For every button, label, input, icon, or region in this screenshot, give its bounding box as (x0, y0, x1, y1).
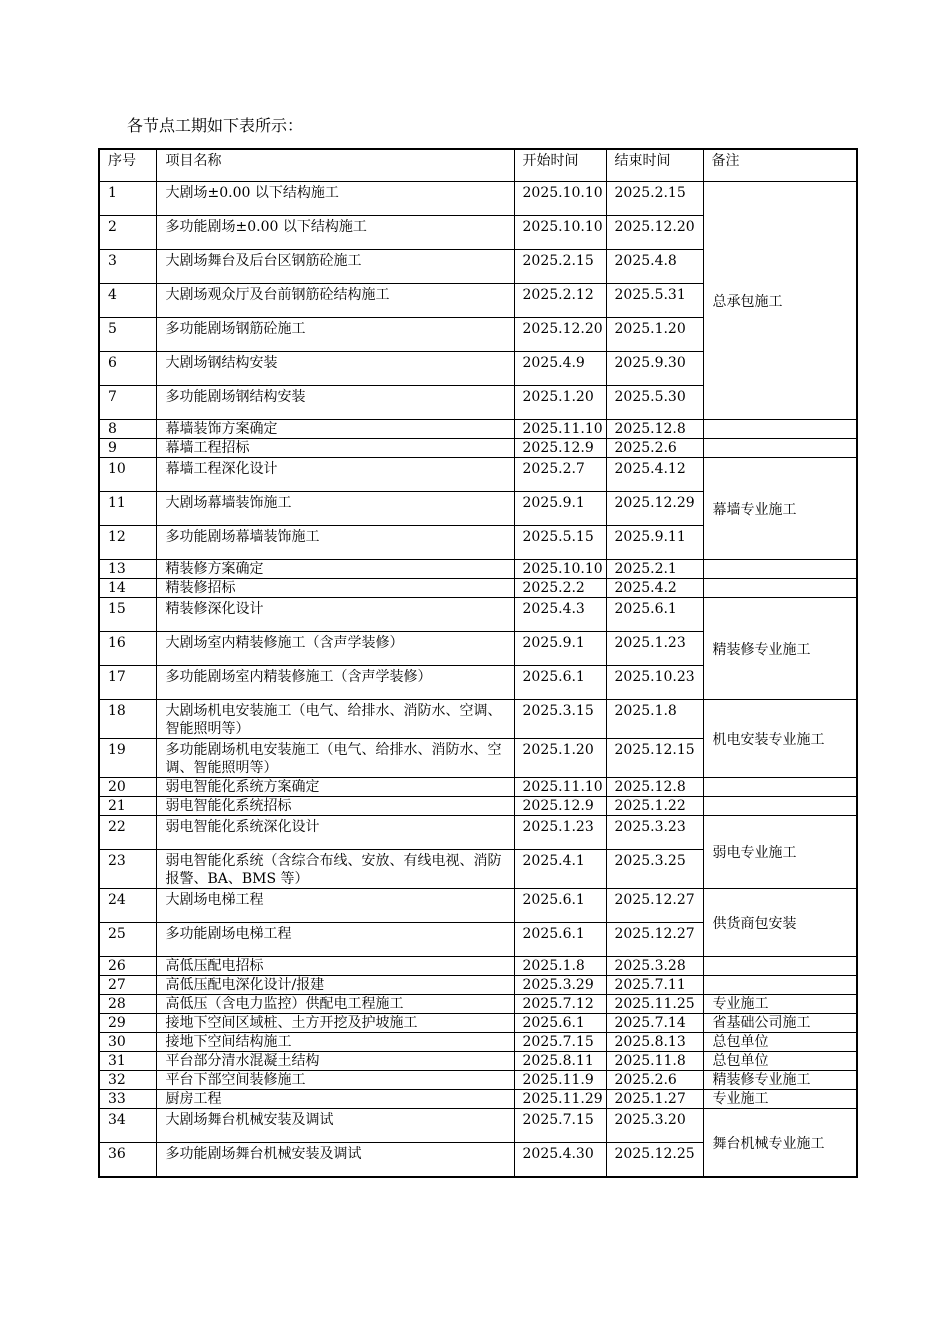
row-no: 9 (99, 439, 156, 458)
row-no: 28 (99, 995, 156, 1014)
table-row (99, 598, 857, 632)
row-name: 精装修招标 (156, 579, 514, 598)
row-end: 2025.5.31 (606, 284, 703, 318)
table-row (99, 420, 857, 439)
row-note (703, 420, 857, 439)
row-end: 2025.12.15 (606, 739, 703, 778)
row-end: 2025.9.30 (606, 352, 703, 386)
row-note: 专业施工 (703, 1090, 857, 1109)
row-name: 大剧场钢结构安装 (156, 352, 514, 386)
row-name: 大剧场室内精装修施工（含声学装修） (156, 632, 514, 666)
row-name: 多功能剧场舞台机械安装及调试 (156, 1143, 514, 1178)
row-name: 平台部分清水混凝土结构 (156, 1052, 514, 1071)
row-start: 2025.1.20 (514, 739, 606, 778)
row-start: 2025.2.2 (514, 579, 606, 598)
row-end: 2025.4.8 (606, 250, 703, 284)
row-no: 29 (99, 1014, 156, 1033)
row-name: 大剧场±0.00 以下结构施工 (156, 182, 514, 216)
row-note: 总包单位 (703, 1052, 857, 1071)
row-end: 2025.10.23 (606, 666, 703, 700)
row-no: 16 (99, 632, 156, 666)
row-no: 32 (99, 1071, 156, 1090)
table-row (99, 700, 857, 739)
row-start: 2025.11.9 (514, 1071, 606, 1090)
row-name: 弱电智能化系统招标 (156, 797, 514, 816)
row-no: 21 (99, 797, 156, 816)
row-no: 20 (99, 778, 156, 797)
row-end: 2025.8.13 (606, 1033, 703, 1052)
table-header-row (99, 149, 857, 182)
row-no: 34 (99, 1109, 156, 1143)
row-end: 2025.3.20 (606, 1109, 703, 1143)
row-no: 11 (99, 492, 156, 526)
row-end: 2025.1.27 (606, 1090, 703, 1109)
row-end: 2025.1.20 (606, 318, 703, 352)
row-start: 2025.11.29 (514, 1090, 606, 1109)
row-no: 6 (99, 352, 156, 386)
row-start: 2025.10.10 (514, 560, 606, 579)
table-row (99, 995, 857, 1014)
row-end: 2025.12.27 (606, 923, 703, 957)
row-no: 22 (99, 816, 156, 850)
row-name: 弱电智能化系统（含综合布线、安放、有线电视、消防报警、BA、BMS 等） (156, 850, 514, 889)
row-start: 2025.10.10 (514, 216, 606, 250)
row-start: 2025.7.15 (514, 1033, 606, 1052)
row-no: 30 (99, 1033, 156, 1052)
row-note (703, 439, 857, 458)
row-start: 2025.12.9 (514, 797, 606, 816)
row-name: 多功能剧场钢筋砼施工 (156, 318, 514, 352)
row-start: 2025.1.8 (514, 957, 606, 976)
row-note: 省基础公司施工 (703, 1014, 857, 1033)
row-start: 2025.6.1 (514, 666, 606, 700)
row-start: 2025.4.3 (514, 598, 606, 632)
row-name: 幕墙工程深化设计 (156, 458, 514, 492)
table-row (99, 889, 857, 923)
row-no: 26 (99, 957, 156, 976)
row-no: 1 (99, 182, 156, 216)
row-no: 33 (99, 1090, 156, 1109)
schedule-table (98, 148, 858, 1178)
row-end: 2025.6.1 (606, 598, 703, 632)
row-name: 多功能剧场幕墙装饰施工 (156, 526, 514, 560)
row-start: 2025.6.1 (514, 923, 606, 957)
row-no: 2 (99, 216, 156, 250)
row-no: 23 (99, 850, 156, 889)
row-end: 2025.12.20 (606, 216, 703, 250)
row-end: 2025.1.8 (606, 700, 703, 739)
row-no: 10 (99, 458, 156, 492)
row-note (703, 976, 857, 995)
row-name: 厨房工程 (156, 1090, 514, 1109)
row-no: 8 (99, 420, 156, 439)
row-note: 弱电专业施工 (703, 816, 857, 889)
row-end: 2025.9.11 (606, 526, 703, 560)
row-no: 19 (99, 739, 156, 778)
row-end: 2025.5.30 (606, 386, 703, 420)
row-name: 接地下空间区域桩、土方开挖及护坡施工 (156, 1014, 514, 1033)
header-start: 开始时间 (514, 149, 606, 182)
row-end: 2025.12.29 (606, 492, 703, 526)
row-start: 2025.3.15 (514, 700, 606, 739)
table-row (99, 458, 857, 492)
row-start: 2025.6.1 (514, 1014, 606, 1033)
row-no: 36 (99, 1143, 156, 1178)
table-row (99, 1033, 857, 1052)
row-no: 25 (99, 923, 156, 957)
table-row (99, 439, 857, 458)
row-end: 2025.1.23 (606, 632, 703, 666)
row-start: 2025.2.15 (514, 250, 606, 284)
row-name: 弱电智能化系统方案确定 (156, 778, 514, 797)
row-start: 2025.11.10 (514, 778, 606, 797)
row-name: 高低压（含电力监控）供配电工程施工 (156, 995, 514, 1014)
row-end: 2025.11.25 (606, 995, 703, 1014)
row-name: 精装修深化设计 (156, 598, 514, 632)
row-name: 多功能剧场钢结构安装 (156, 386, 514, 420)
row-name: 大剧场电梯工程 (156, 889, 514, 923)
row-name: 大剧场幕墙装饰施工 (156, 492, 514, 526)
row-start: 2025.9.1 (514, 632, 606, 666)
row-end: 2025.2.15 (606, 182, 703, 216)
row-end: 2025.3.23 (606, 816, 703, 850)
row-note: 幕墙专业施工 (703, 458, 857, 560)
row-start: 2025.1.23 (514, 816, 606, 850)
table-row (99, 797, 857, 816)
intro-text: 各节点工期如下表所示： (127, 116, 304, 135)
row-note (703, 778, 857, 797)
table-row (99, 976, 857, 995)
table-row (99, 778, 857, 797)
table-row (99, 816, 857, 850)
row-end: 2025.2.6 (606, 1071, 703, 1090)
header-name: 项目名称 (156, 149, 514, 182)
row-start: 2025.7.12 (514, 995, 606, 1014)
row-start: 2025.3.29 (514, 976, 606, 995)
row-end: 2025.12.27 (606, 889, 703, 923)
row-end: 2025.4.12 (606, 458, 703, 492)
row-name: 高低压配电深化设计/报建 (156, 976, 514, 995)
row-name: 高低压配电招标 (156, 957, 514, 976)
table-row (99, 1109, 857, 1143)
row-no: 27 (99, 976, 156, 995)
row-note: 总承包施工 (703, 182, 857, 420)
header-no: 序号 (99, 149, 156, 182)
row-end: 2025.3.25 (606, 850, 703, 889)
row-no: 5 (99, 318, 156, 352)
row-note (703, 797, 857, 816)
row-no: 18 (99, 700, 156, 739)
row-name: 大剧场机电安装施工（电气、给排水、消防水、空调、智能照明等） (156, 700, 514, 739)
row-start: 2025.2.12 (514, 284, 606, 318)
row-name: 多功能剧场电梯工程 (156, 923, 514, 957)
row-end: 2025.12.8 (606, 778, 703, 797)
row-name: 接地下空间结构施工 (156, 1033, 514, 1052)
row-end: 2025.7.11 (606, 976, 703, 995)
table-row (99, 957, 857, 976)
row-note: 专业施工 (703, 995, 857, 1014)
table-row (99, 1071, 857, 1090)
row-note: 机电安装专业施工 (703, 700, 857, 778)
row-end: 2025.11.8 (606, 1052, 703, 1071)
row-no: 17 (99, 666, 156, 700)
row-no: 7 (99, 386, 156, 420)
row-name: 平台下部空间装修施工 (156, 1071, 514, 1090)
row-end: 2025.12.8 (606, 420, 703, 439)
row-name: 多功能剧场机电安装施工（电气、给排水、消防水、空调、智能照明等） (156, 739, 514, 778)
table-row (99, 1090, 857, 1109)
row-no: 3 (99, 250, 156, 284)
row-note: 总包单位 (703, 1033, 857, 1052)
row-note: 供货商包安装 (703, 889, 857, 957)
row-name: 弱电智能化系统深化设计 (156, 816, 514, 850)
row-note: 精装修专业施工 (703, 1071, 857, 1090)
row-name: 大剧场观众厅及台前钢筋砼结构施工 (156, 284, 514, 318)
table-row (99, 560, 857, 579)
row-name: 幕墙工程招标 (156, 439, 514, 458)
table-row (99, 1014, 857, 1033)
row-no: 24 (99, 889, 156, 923)
row-end: 2025.1.22 (606, 797, 703, 816)
row-start: 2025.2.7 (514, 458, 606, 492)
row-end: 2025.4.2 (606, 579, 703, 598)
row-no: 31 (99, 1052, 156, 1071)
row-start: 2025.7.15 (514, 1109, 606, 1143)
row-start: 2025.11.10 (514, 420, 606, 439)
table-row (99, 1052, 857, 1071)
row-start: 2025.9.1 (514, 492, 606, 526)
row-name: 精装修方案确定 (156, 560, 514, 579)
row-note: 舞台机械专业施工 (703, 1109, 857, 1178)
row-note (703, 957, 857, 976)
row-no: 15 (99, 598, 156, 632)
row-name: 幕墙装饰方案确定 (156, 420, 514, 439)
row-start: 2025.4.9 (514, 352, 606, 386)
row-start: 2025.5.15 (514, 526, 606, 560)
row-start: 2025.4.30 (514, 1143, 606, 1178)
header-end: 结束时间 (606, 149, 703, 182)
row-end: 2025.7.14 (606, 1014, 703, 1033)
row-note (703, 560, 857, 579)
row-start: 2025.4.1 (514, 850, 606, 889)
row-start: 2025.10.10 (514, 182, 606, 216)
row-end: 2025.2.1 (606, 560, 703, 579)
row-no: 4 (99, 284, 156, 318)
table-row (99, 182, 857, 216)
row-name: 大剧场舞台机械安装及调试 (156, 1109, 514, 1143)
row-note (703, 579, 857, 598)
row-note: 精装修专业施工 (703, 598, 857, 700)
row-no: 12 (99, 526, 156, 560)
row-start: 2025.12.20 (514, 318, 606, 352)
row-start: 2025.8.11 (514, 1052, 606, 1071)
row-name: 多功能剧场室内精装修施工（含声学装修） (156, 666, 514, 700)
row-start: 2025.6.1 (514, 889, 606, 923)
row-start: 2025.1.20 (514, 386, 606, 420)
row-end: 2025.3.28 (606, 957, 703, 976)
row-no: 13 (99, 560, 156, 579)
header-note: 备注 (703, 149, 857, 182)
row-name: 多功能剧场±0.00 以下结构施工 (156, 216, 514, 250)
table-row (99, 579, 857, 598)
row-end: 2025.2.6 (606, 439, 703, 458)
row-name: 大剧场舞台及后台区钢筋砼施工 (156, 250, 514, 284)
row-end: 2025.12.25 (606, 1143, 703, 1178)
row-start: 2025.12.9 (514, 439, 606, 458)
row-no: 14 (99, 579, 156, 598)
